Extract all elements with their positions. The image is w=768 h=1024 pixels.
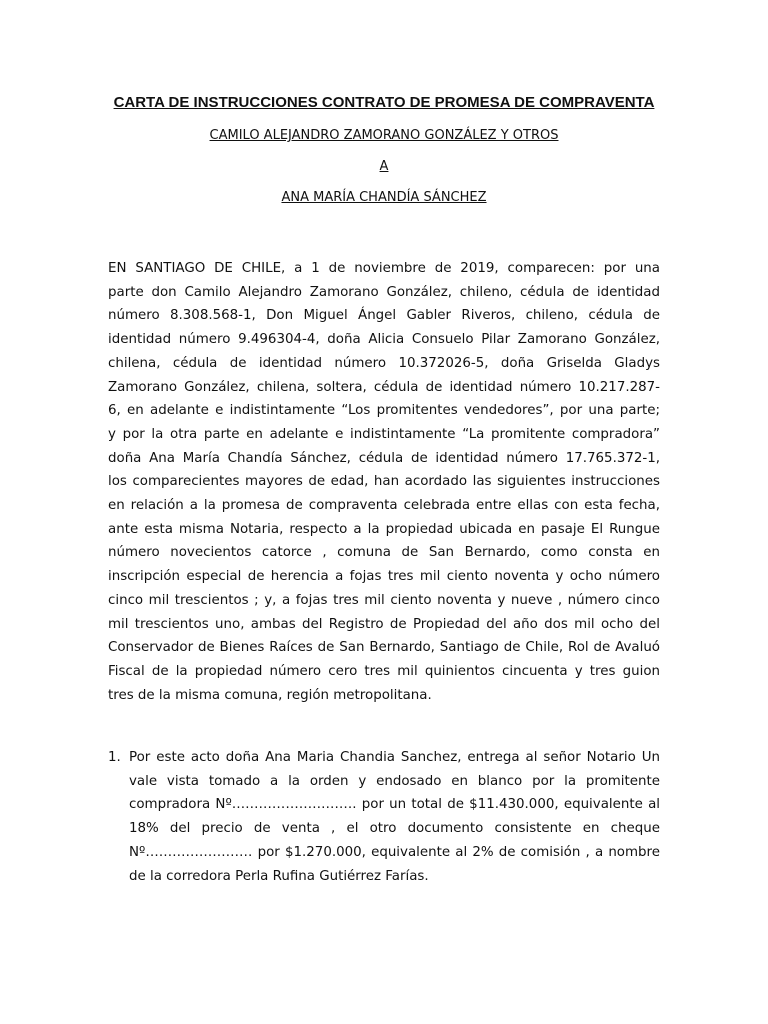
list-item-line: de la corredora Perla Rufina Gutiérrez Farías.	[129, 868, 429, 884]
paragraph-line: número 8.308.568-1, Don Miguel Ángel Gabler Riveros, chileno, cédula de	[108, 308, 660, 324]
list-item-line: vale vista tomado a la orden y endosado en blanco por la promitente	[129, 773, 660, 789]
paragraph-line: ante esta misma Notaria, respecto a la propiedad ubicada en pasaje El Rungue	[108, 521, 660, 537]
paragraph-line: cinco mil trescientos ; y, a fojas tres mil ciento noventa y nueve , número cinco	[108, 592, 660, 608]
paragraph-line: 6, en adelante e indistintamente “Los promitentes vendedores”, por una parte;	[108, 403, 660, 419]
paragraph-line: Fiscal de la propiedad número cero tres mil quinientos cincuenta y tres guion	[108, 663, 660, 679]
parties-line: CAMILO ALEJANDRO ZAMORANO GONZÁLEZ Y OTROS	[209, 128, 559, 143]
instruction-list-item	[108, 746, 660, 888]
intro-paragraph	[108, 257, 660, 707]
paragraph-line: EN SANTIAGO DE CHILE, a 1 de noviembre de 2019, comparecen: por una	[108, 261, 660, 276]
paragraph-line: en relación a la promesa de compraventa celebrada entre ellas con esta fecha,	[108, 498, 660, 514]
list-item-text	[129, 746, 660, 888]
list-item-number: 1.	[108, 750, 121, 765]
paragraph-line: mil trescientos uno, ambas del Registro de Propiedad del año dos mil ocho del	[108, 616, 660, 632]
paragraph-line: número novecientos catorce , comuna de San Bernardo, como consta en	[108, 545, 660, 561]
counterparty-line: ANA MARÍA CHANDÍA SÁNCHEZ	[281, 190, 487, 205]
list-item-line: Nº…………………… por $1.270.000, equivalente al 2% de comisión , a nombre	[129, 844, 660, 860]
paragraph-line: inscripción especial de herencia a fojas tres mil ciento noventa y ocho número	[108, 569, 660, 585]
list-item-line: 18% del precio de venta , el otro documento consistente en cheque	[129, 821, 660, 837]
paragraph-line: Conservador de Bienes Raíces de San Bernardo, Santiago de Chile, Rol de Avaluó	[108, 640, 660, 656]
paragraph-line: parte don Camilo Alejandro Zamorano González, chileno, cédula de identidad	[108, 284, 660, 300]
paragraph-line: tres de la misma comuna, región metropolitana.	[108, 687, 432, 703]
parties-separator: A	[379, 159, 389, 174]
paragraph-line: y por la otra parte en adelante e indistintamente “La promitente compradora”	[108, 426, 660, 442]
paragraph-line: identidad número 9.496304-4, doña Alicia Consuelo Pilar Zamorano González,	[108, 332, 660, 348]
paragraph-line: los comparecientes mayores de edad, han acordado las siguientes instrucciones	[108, 474, 660, 490]
paragraph-line: chilena, cédula de identidad número 10.372026-5, doña Griselda Gladys	[108, 355, 660, 371]
paragraph-line: doña Ana María Chandía Sánchez, cédula de identidad número 17.765.372-1,	[108, 450, 660, 466]
list-item-line: Por este acto doña Ana Maria Chandia Sanchez, entrega al señor Notario Un	[129, 750, 660, 765]
document-title: CARTA DE INSTRUCCIONES CONTRATO DE PROMESA DE COMPRAVENTA	[113, 94, 655, 111]
list-item-line: compradora Nº………………………. por un total de $11.430.000, equivalente al	[129, 797, 660, 813]
paragraph-line: Zamorano González, chilena, soltera, cédula de identidad número 10.217.287-	[108, 379, 660, 395]
